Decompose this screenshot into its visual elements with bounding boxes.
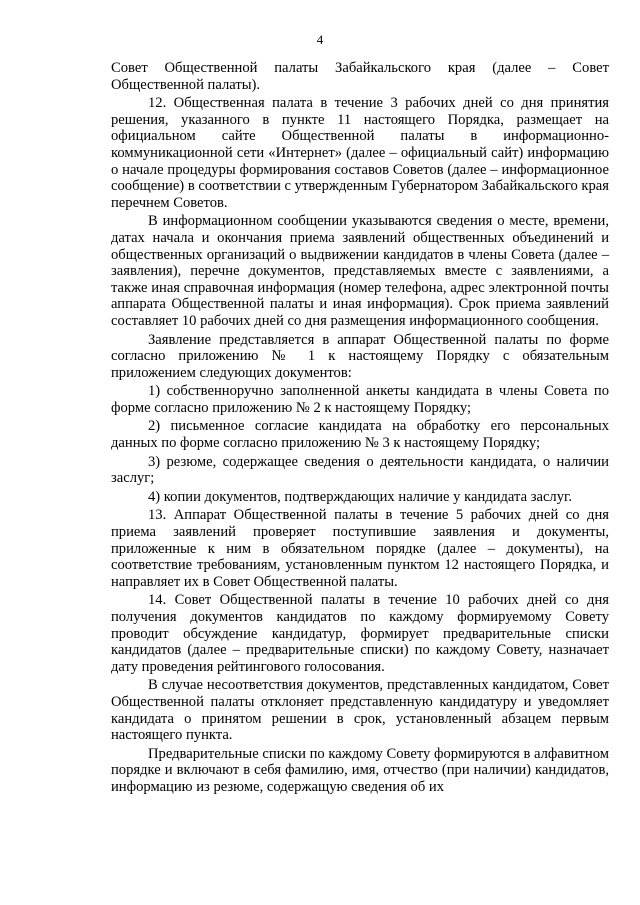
paragraph-item-14: 14. Совет Общественной палаты в течение 10 рабочих дней со дня получения документов кандидатов по каждому формируемому Совету проводит обсуждение кандидатур, формирует предварительные списки кандидатов (далее – предварительные списки) по каждому Совету, назначает дату проведения рейтингового голосования. [111,592,609,675]
paragraph: В информационном сообщении указываются сведения о месте, времени, датах начала и окончания приема заявлений общественных объединений и общественных организаций о выдвижении кандидатов в члены Совета (далее – заявления), перечне документов, представляемых вместе с заявлениями, а также иная справочная информация (номер телефона, адрес электронной почты аппарата Общественной палаты и иная информация). Срок приема заявлений составляет 10 рабочих дней со дня размещения информационного сообщения. [111,213,609,329]
list-item: 4) копии документов, подтверждающих наличие у кандидата заслуг. [148,488,572,505]
paragraph: Предварительные списки по каждому Совету формируются в алфавитном порядке и включают в себя фамилию, имя, отчество (при наличии) кандидатов, информацию из резюме, содержащую сведения об их [111,745,609,795]
paragraph: Совет Общественной палаты Забайкальского края (далее – Совет Общественной палаты). [111,60,609,93]
list-item: 3) резюме, содержащее сведения о деятельности кандидата, о наличии заслуг; [111,453,609,487]
list-item: 2) письменное согласие кандидата на обработку его персональных данных по форме согласно приложению № 3 к настоящему Порядку; [111,418,609,452]
list-item: 1) собственноручно заполненной анкеты кандидата в члены Совета по форме согласно приложению № 2 к настоящему Порядку; [111,383,609,416]
document-body [111,60,609,798]
paragraph: В случае несоответствия документов, представленных кандидатом, Совет Общественной палаты отклоняет представленную кандидатуру и уведомляет кандидата о принятом решении в срок, установленный абзацем первым настоящего пункта. [111,677,609,744]
paragraph-item-12: 12. Общественная палата в течение 3 рабочих дней со дня принятия решения, указанного в пункте 11 настоящего Порядка, размещает на официальном сайте Общественной палаты в информационно-коммуникационной сети «Интернет» (далее – официальный сайт) информацию о начале процедуры формирования составов Советов (далее – информационное сообщение) в соответствии с утвержденным Губернатором Забайкальского края перечнем Советов. [111,95,609,211]
page-number: 4 [316,32,324,47]
paragraph: Заявление представляется в аппарат Общественной палаты по форме согласно приложению № 1 к настоящему Порядку с обязательным приложением следующих документов: [111,331,609,381]
paragraph-item-13: 13. Аппарат Общественной палаты в течение 5 рабочих дней со дня приема заявлений проверяет поступившие заявления и документы, приложенные к ним в обязательном порядке (далее – документы), на соответствие требованиям, установленным пунктом 12 настоящего Порядка, и направляет их в Совет Общественной палаты. [111,507,609,590]
